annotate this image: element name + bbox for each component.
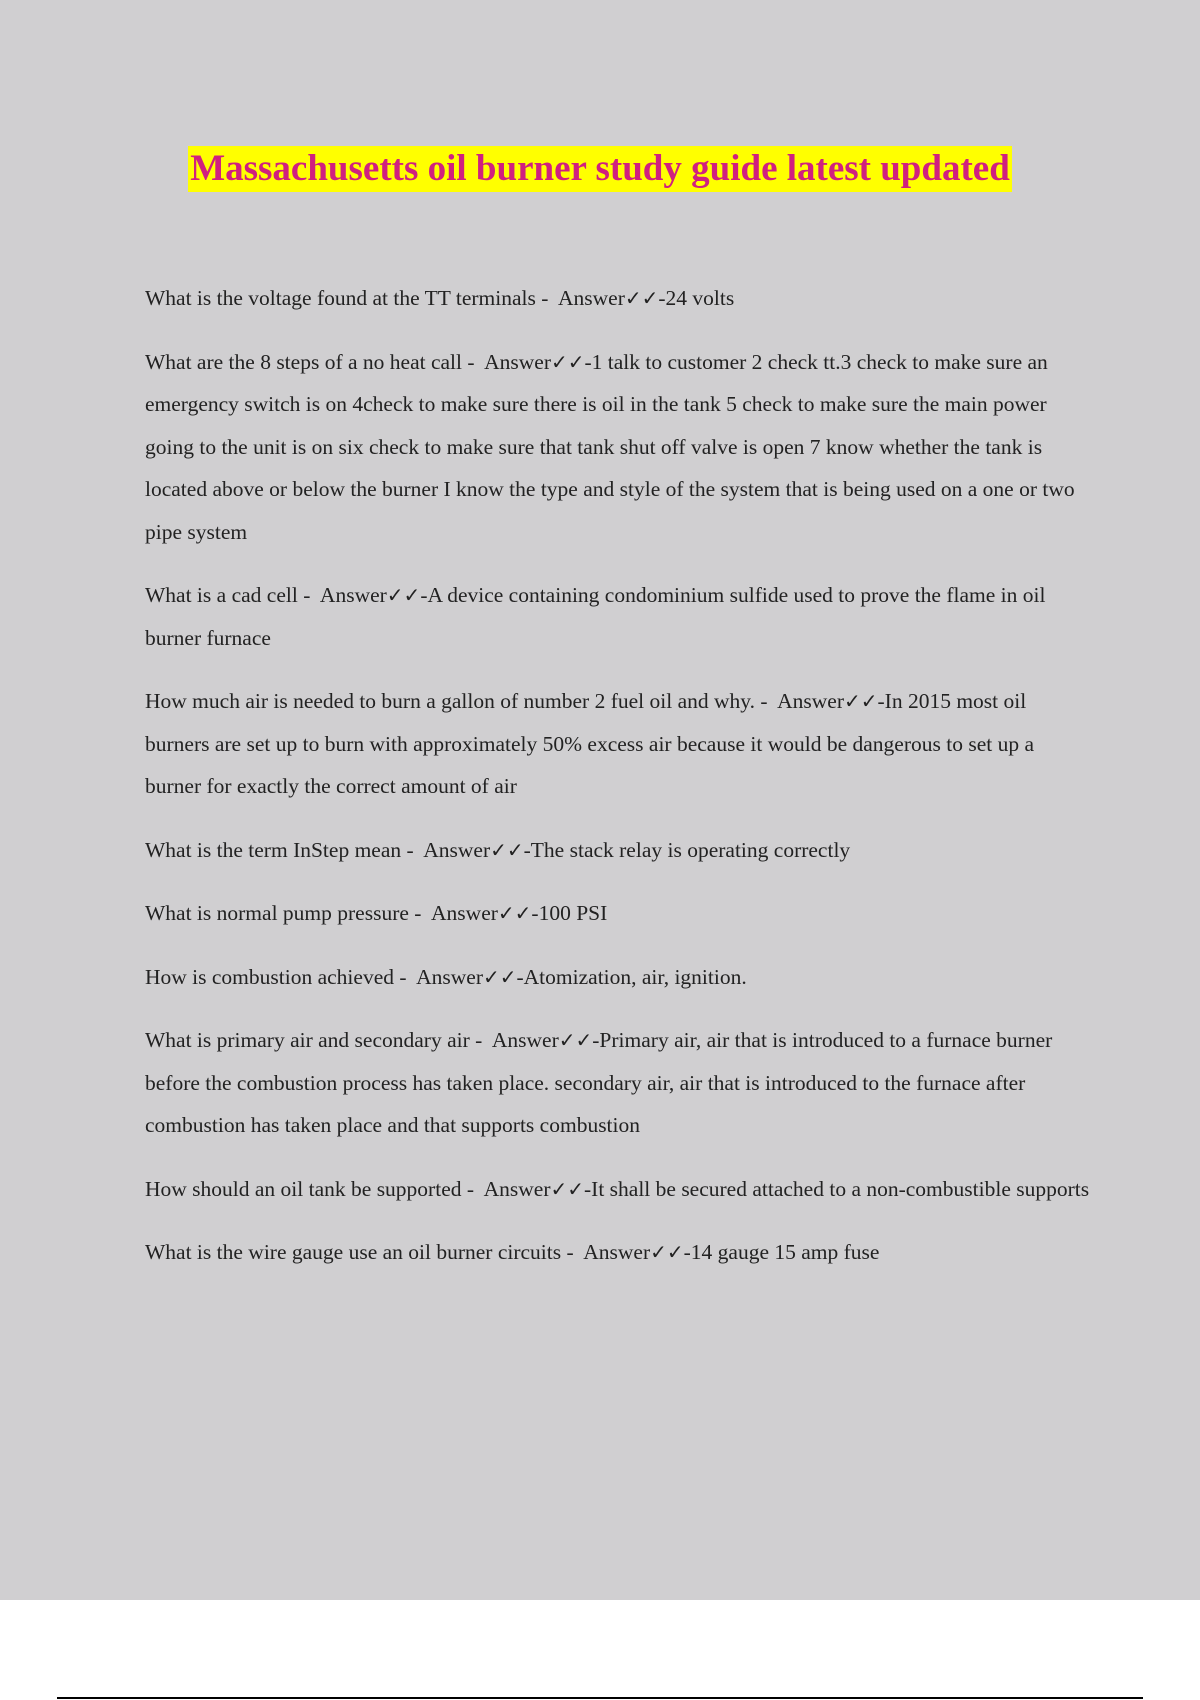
footer-divider xyxy=(57,1697,1143,1699)
answer-text: -It shall be secured attached to a non-combustible supports xyxy=(584,1176,1090,1201)
question-text: What are the 8 steps of a no heat call xyxy=(145,349,462,374)
document-title: Massachusetts oil burner study guide latest updated xyxy=(188,146,1012,192)
double-check-icon: ✓✓ xyxy=(650,1240,684,1264)
answer-label: Answer xyxy=(431,901,498,925)
separator: - xyxy=(401,837,424,862)
answer-text: -The stack relay is operating correctly xyxy=(523,837,851,862)
answer-text: -1 talk to customer 2 check tt.3 check to make sure an emergency switch is on 4check to make sure there is oil in the tank 5 check to make sure the main power going to the unit is on six check to make sure that tank shut off valve is open 7 know whether the tank is located above or below the burner I know the type and style of the system that is being used on a one or two pipe system xyxy=(145,349,1075,544)
double-check-icon: ✓✓ xyxy=(490,837,524,862)
answer-label: Answer xyxy=(483,1176,551,1201)
answer-text: -A device containing condominium sulfide used to prove the flame in oil burner furnace xyxy=(145,583,1046,650)
qa-item xyxy=(145,829,1090,872)
double-check-icon: ✓✓ xyxy=(497,901,532,925)
qa-item xyxy=(145,1168,1090,1211)
double-check-icon: ✓✓ xyxy=(482,964,517,989)
answer-text: -In 2015 most oil burners are set up to burn with approximately 50% excess air because it would be dangerous to set up a burner for exactly the correct amount of air xyxy=(145,689,1035,798)
qa-item xyxy=(145,574,1090,659)
separator: - xyxy=(535,286,558,310)
answer-text: -Atomization, air, ignition. xyxy=(516,964,747,989)
question-text: How much air is needed to burn a gallon of number 2 fuel oil and why. xyxy=(145,689,756,713)
answer-label: Answer xyxy=(558,286,625,310)
qa-item xyxy=(145,956,1090,999)
qa-item xyxy=(145,341,1090,554)
question-text: What is a cad cell xyxy=(145,583,298,607)
question-text: What is primary air and secondary air xyxy=(145,1028,470,1052)
qa-item xyxy=(145,892,1090,935)
answer-label: Answer xyxy=(423,837,491,862)
separator: - xyxy=(394,964,417,989)
separator: - xyxy=(462,349,485,374)
double-check-icon: ✓✓ xyxy=(550,349,585,374)
answer-label: Answer xyxy=(777,689,844,713)
answer-text: -100 PSI xyxy=(531,901,608,925)
question-text: What is normal pump pressure xyxy=(145,901,409,925)
answer-label: Answer xyxy=(583,1240,651,1264)
answer-label: Answer xyxy=(416,964,483,989)
question-text: How is combustion achieved xyxy=(145,964,394,989)
separator: - xyxy=(561,1240,584,1264)
double-check-icon: ✓✓ xyxy=(558,1028,593,1052)
question-text: What is the term InStep mean xyxy=(145,837,402,862)
separator: - xyxy=(755,689,778,713)
qa-list xyxy=(145,277,1090,1295)
double-check-icon: ✓✓ xyxy=(550,1176,584,1201)
double-check-icon: ✓✓ xyxy=(844,689,878,713)
double-check-icon: ✓✓ xyxy=(624,286,659,310)
separator: - xyxy=(469,1028,492,1052)
answer-label: Answer xyxy=(484,349,551,374)
title-container xyxy=(0,146,1200,192)
double-check-icon: ✓✓ xyxy=(386,583,421,607)
answer-text: -24 volts xyxy=(658,286,735,310)
separator: - xyxy=(408,901,432,925)
answer-label: Answer xyxy=(491,1028,559,1052)
question-text: What is the wire gauge use an oil burner circuits xyxy=(145,1240,562,1264)
question-text: What is the voltage found at the TT terminals xyxy=(145,286,536,310)
answer-label: Answer xyxy=(319,583,387,607)
separator: - xyxy=(461,1176,484,1201)
answer-text: -Primary air, air that is introduced to a furnace burner before the combustion process has taken place. secondary air, air that is introduced to the furnace after combustion has taken place and that supports combustion xyxy=(145,1028,1053,1137)
question-text: How should an oil tank be supported xyxy=(145,1176,462,1201)
separator: - xyxy=(297,583,320,607)
answer-text: -14 gauge 15 amp fuse xyxy=(683,1240,880,1264)
qa-item xyxy=(145,1019,1090,1147)
qa-item xyxy=(145,277,1090,320)
qa-item xyxy=(145,680,1090,808)
qa-item xyxy=(145,1231,1090,1274)
